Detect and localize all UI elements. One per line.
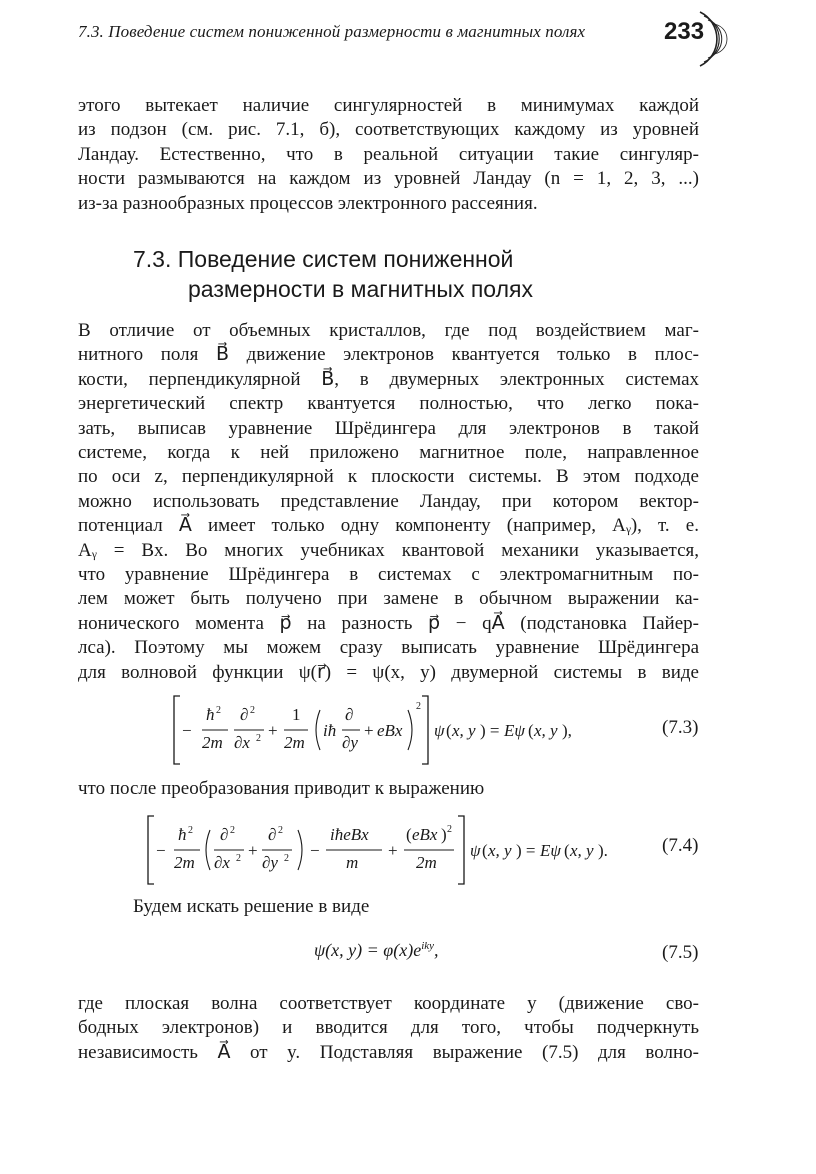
svg-text:2: 2 [188,825,193,836]
svg-text:∂: ∂ [345,705,354,724]
section-title-line2: размерности в магнитных полях [188,276,533,302]
text-line: Будем искать решение в виде [133,896,370,917]
svg-text:(: ( [406,825,412,844]
svg-text:∂: ∂ [240,705,249,724]
text-line: системе, когда к ней приложено магнитное поле, направленное [78,442,699,464]
text-line: можно использовать представление Ландау, при котором вектор- [78,490,699,512]
svg-text:),: ), [562,721,572,740]
text-line: Aᵧ = Bx. Во многих учебниках квантовой механики указывается, [78,539,699,561]
svg-text:(: ( [528,721,534,740]
svg-text:2: 2 [447,824,452,835]
svg-text:x, y: x, y [534,721,558,740]
svg-text:2: 2 [284,853,289,864]
text-line: лса). Поэтому мы можем сразу выписать уравнение Шрёдингера [78,637,699,659]
svg-text:2: 2 [256,733,261,744]
svg-text:iħ: iħ [323,721,337,740]
svg-text:1: 1 [292,705,301,724]
text-line: потенциал A⃗ имеет только одну компоненту (например, Aᵧ), т. е. [78,515,699,537]
svg-text:∂y: ∂y [262,853,278,872]
svg-text:−: − [156,841,166,860]
svg-text:∂x: ∂x [214,853,230,872]
equation-7-5: ψ(x, $y) = \varphi(x)e^{iky}$, [314,940,439,960]
svg-text:(: ( [482,841,488,860]
running-header: 7.3. Поведение систем пониженной размерности в магнитных полях [78,22,586,41]
svg-text:(: ( [564,841,570,860]
svg-text:eBx: eBx [377,721,403,740]
text-line: из подзон (см. рис. 7.1, б), соответствующих каждому из уровней [78,119,699,141]
svg-text:∂y: ∂y [342,733,358,752]
page-number: 233 [664,18,705,45]
svg-text:).: ). [598,841,608,860]
svg-text:2: 2 [250,705,255,716]
equation-7-5-body: ψ(x, y) = φ(x)e [314,940,422,960]
paragraph-intro [78,94,699,216]
svg-text:∂: ∂ [220,825,229,844]
text-line: из-за разнообразных процессов электронного рассеяния. [78,192,538,214]
text-line: зать, выписав уравнение Шрёдингера для электронов в такой [78,417,699,439]
paragraph-main [78,319,699,685]
svg-text:Eψ: Eψ [540,841,561,860]
text-line: бодных электронов) и вводится для того, чтобы подчеркнуть [78,1017,699,1039]
svg-text:ψ: ψ [470,841,481,860]
svg-text:2: 2 [416,701,421,712]
svg-text:2m: 2m [284,733,305,752]
svg-text:+: + [388,841,398,860]
text-line: В отличие от объемных кристаллов, где под воздействием маг- [78,320,699,341]
svg-text:m: m [346,853,359,872]
equation-number: (7.5) [662,942,699,963]
svg-text:2: 2 [230,825,235,836]
svg-text:2: 2 [278,825,283,836]
svg-text:+: + [364,721,374,740]
text-line: что после преобразования приводит к выражению [78,778,485,799]
svg-text:2: 2 [216,705,221,716]
text-line: по оси z, перпендикулярной к плоскости системы. В этом подходе [78,466,699,488]
svg-text:x, y: x, y [452,721,476,740]
text-line: независимость A⃗ от y. Подставляя выражение (7.5) для волно- [78,1041,699,1063]
section-title-line1: 7.3. Поведение систем пониженной [133,246,514,272]
svg-text:x, y: x, y [570,841,594,860]
svg-text:x, y: x, y [488,841,512,860]
svg-text:Eψ: Eψ [504,721,525,740]
svg-text:iħeBx: iħeBx [330,825,369,844]
svg-text:+: + [248,841,258,860]
svg-text:2: 2 [236,853,241,864]
svg-text:(: ( [446,721,452,740]
text-line: нитного поля B⃗ движение электронов квантуется только в плос- [78,344,699,366]
svg-text:ψ: ψ [434,721,445,740]
svg-text:−: − [310,841,320,860]
svg-text:ħ: ħ [206,705,215,724]
text-line: кости, перпендикулярной B⃗, в двумерных электронных системах [78,368,699,390]
svg-text:2m: 2m [416,853,437,872]
svg-text:+: + [268,721,278,740]
svg-text:) =: ) = [480,721,500,740]
svg-text:∂: ∂ [268,825,277,844]
text-line: этого вытекает наличие сингулярностей в минимумах каждой [78,95,699,116]
svg-text:∂x: ∂x [234,733,250,752]
equation-7-5-exponent: iky [421,940,435,952]
text-line: Ландау. Естественно, что в реальной ситуации такие сингуляр- [78,143,699,165]
text-line: энергетический спектр квантуется полностью, что легко пока- [78,393,699,415]
equation-7-4 [144,812,644,888]
text-line: лем может быть получено при замене в обычном выражении ка- [78,588,699,610]
text-line: нонического момента p⃗ на разность p⃗ − qA⃗ (подстановка Пайер- [78,612,699,634]
equation-7-3 [170,692,620,768]
equation-number: (7.3) [662,717,699,738]
text-line: что уравнение Шрёдингера в системах с электромагнитным по- [78,564,699,586]
svg-text:): ) [441,825,447,844]
text-line: для волновой функции ψ(r⃗) = ψ(x, y) двумерной системы в виде [78,661,699,683]
svg-text:2m: 2m [202,733,223,752]
text-line: ности размываются на каждом из уровней Ландау (n = 1, 2, 3, ...) [78,168,699,190]
corner-arc-decoration [696,8,732,70]
svg-text:) =: ) = [516,841,536,860]
paragraph-closing [78,992,699,1065]
svg-text:eBx: eBx [412,825,438,844]
svg-text:2m: 2m [174,853,195,872]
svg-text:ħ: ħ [178,825,187,844]
text-line: где плоская волна соответствует координате y (движение сво- [78,993,699,1014]
svg-text:−: − [182,721,192,740]
equation-number: (7.4) [662,835,699,856]
